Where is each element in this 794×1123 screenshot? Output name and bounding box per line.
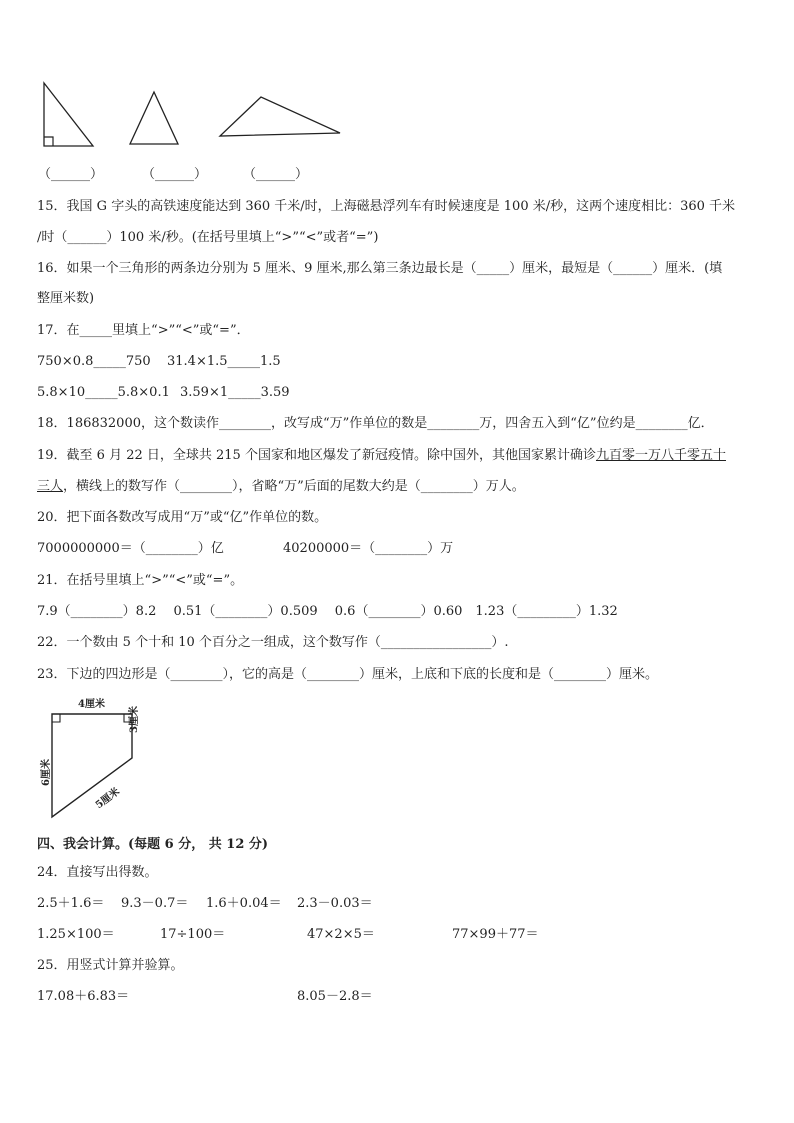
q19-line1-text: 19．截至 6 月 22 日，全球共 215 个国家和地区爆发了新冠疫情。除中国外，其他国家累计确诊 bbox=[37, 448, 596, 463]
q24-calc-7: 47×2×5＝ bbox=[307, 927, 375, 942]
label-top-base: 4厘米 bbox=[78, 699, 105, 710]
q24-calc-2: 9.3－0.7＝ bbox=[121, 896, 189, 911]
q17-stem: 17．在_____里填上“>”“<”或“=”． bbox=[37, 323, 250, 338]
label-right-side: 3厘米 bbox=[129, 706, 140, 733]
q24-calc-4: 2.3－0.03＝ bbox=[297, 896, 373, 911]
right-angle-mark-left bbox=[52, 714, 60, 722]
q25-stem: 25．用竖式计算并验算。 bbox=[37, 958, 184, 973]
acute-triangle bbox=[130, 92, 178, 144]
q17-item-2: 31.4×1.5_____1.5 bbox=[167, 354, 281, 369]
right-triangle-figure bbox=[0, 0, 794, 200]
q19-underlined-number-end: 三人 bbox=[37, 479, 64, 494]
q15-line1: 15．我国 G 字头的高铁速度能达到 360 千米/时，上海磁悬浮列车有时候速度是 100 米/秒，这两个速度相比：360 千米 bbox=[37, 199, 736, 214]
q17-item-4: 3.59×1_____3.59 bbox=[180, 385, 290, 400]
q24-calc-6: 17÷100＝ bbox=[160, 927, 226, 942]
obtuse-triangle bbox=[220, 97, 340, 136]
q16-line1: 16．如果一个三角形的两条边分别为 5 厘米、9 厘米,那么第三条边最长是（_____）厘米，最短是（______）厘米．(填 bbox=[37, 261, 723, 276]
q19-underlined-number: 九百零一万八千零五十 bbox=[595, 448, 726, 463]
q24-calc-3: 1.6＋0.04＝ bbox=[206, 896, 282, 911]
label-left-side: 6厘米 bbox=[41, 759, 52, 786]
q22-text: 22．一个数由 5 个十和 10 个百分之一组成，这个数写作（_________________）. bbox=[37, 635, 509, 650]
q19-line1 bbox=[37, 447, 726, 465]
fig14-blank-2: （______） bbox=[142, 167, 208, 182]
q24-calc-1: 2.5＋1.6＝ bbox=[37, 896, 105, 911]
q20-item-a: 7000000000＝（________）亿 bbox=[37, 541, 224, 556]
right-trapezoid bbox=[52, 714, 132, 817]
q25-calc-1: 17.08＋6.83＝ bbox=[37, 989, 130, 1004]
label-slant-side: 5厘米 bbox=[93, 786, 122, 812]
right-angle-mark bbox=[44, 137, 53, 146]
q17-item-3: 5.8×10_____5.8×0.1 bbox=[37, 385, 170, 400]
q21-items: 7.9（________）8.2 0.51（________）0.509 0.6（________）0.60 1.23（_________）1.32 bbox=[37, 604, 618, 619]
q24-calc-8: 77×99＋77＝ bbox=[452, 927, 539, 942]
section-heading: 四、我会计算。(每题 6 分， 共 12 分) bbox=[37, 837, 269, 852]
fig14-blank-1: （______） bbox=[38, 167, 104, 182]
q24-stem: 24．直接写出得数。 bbox=[37, 865, 158, 880]
fig14-blank-3: （______） bbox=[243, 167, 309, 182]
q21-stem: 21．在括号里填上“>”“<”或“=”。 bbox=[37, 573, 244, 588]
q24-calc-5: 1.25×100＝ bbox=[37, 927, 115, 942]
q20-stem: 20．把下面各数改写成用“万”或“亿”作单位的数。 bbox=[37, 510, 328, 525]
q15-line2: /时（______）100 米/秒。(在括号里填上“>”“<”或者“=”) bbox=[37, 230, 379, 245]
q20-item-b: 40200000＝（________）万 bbox=[283, 541, 454, 556]
q25-calc-2: 8.05－2.8＝ bbox=[297, 989, 373, 1004]
q23-text: 23．下边的四边形是（________），它的高是（________）厘米，上底和下底的长度和是（________）厘米。 bbox=[37, 667, 659, 682]
q19-line2 bbox=[37, 478, 525, 496]
q16-line2: 整厘米数) bbox=[37, 291, 95, 306]
q19-line2-text: ，横线上的数写作（________），省略“万”后面的尾数大约是（________）万人。 bbox=[63, 479, 525, 494]
q17-item-1: 750×0.8_____750 bbox=[37, 354, 151, 369]
q18-text: 18．186832000，这个数读作________，改写成“万”作单位的数是________万，四舍五入到“亿”位约是________亿． bbox=[37, 416, 714, 431]
